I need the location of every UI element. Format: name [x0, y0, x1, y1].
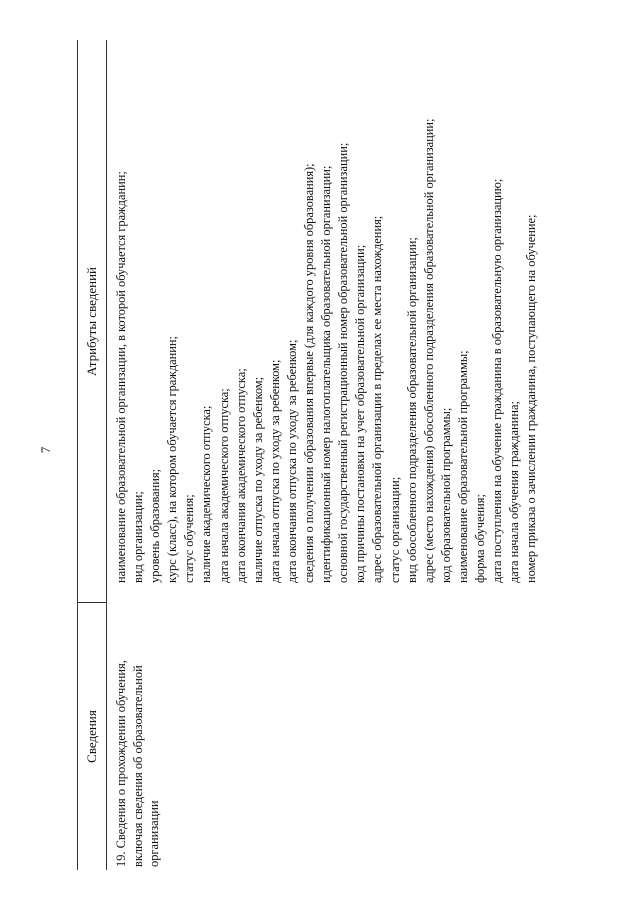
attribute-item: код причины постановки на учет образовательной организации; [353, 244, 368, 583]
attribute-item: сведения о получении образования впервые (для каждого уровня образования); [302, 163, 317, 583]
attribute-item: статус обучения; [182, 494, 197, 583]
header-bottom-border [106, 40, 107, 870]
attribute-item: дата окончания отпуска по уходу за ребенком; [284, 339, 299, 583]
attribute-item: статус организации; [387, 476, 402, 583]
attribute-item: уровень образования; [148, 468, 163, 583]
table-top-border [77, 40, 78, 870]
attribute-item: адрес (место нахождения) обособленного подразделения образовательной организации; [421, 118, 436, 583]
attribute-item: вид обособленного подразделения образовательной организации; [404, 237, 419, 583]
attribute-item: дата начала отпуска по уходу за ребенком; [267, 359, 282, 583]
attribute-item: адрес образовательной организации в пределах ее места нахождения; [370, 215, 385, 583]
attribute-item: номер приказа о зачислении гражданина, поступающего на обучение; [524, 214, 539, 583]
attribute-item: наименование образовательной организации, в которой обучается гражданин; [114, 171, 128, 583]
attribute-item: дата начала академического отпуска; [216, 388, 231, 583]
attribute-list [113, 23, 540, 583]
attribute-item: наличие отпуска по уходу за ребенком; [250, 376, 265, 583]
attribute-item: дата поступления на обучение гражданина в образовательную организацию; [490, 178, 505, 583]
attribute-item: дата начала обучения гражданина; [507, 401, 522, 583]
column-header-atributy: Атрибуты сведений [84, 267, 99, 377]
attribute-item: форма обучения; [472, 494, 487, 583]
attribute-item: наличие академического отпуска; [199, 405, 214, 583]
attribute-item: курс (класс), на котором обучается гражданин; [165, 336, 180, 583]
row-label: 19. Сведения о прохождении обучения, включая сведения об образовательной организации [114, 660, 161, 867]
attribute-item: идентификационный номер налогоплательщика образовательной организации; [319, 165, 334, 583]
attribute-item: дата окончания академического отпуска; [233, 368, 248, 583]
attribute-item: основной государственный регистрационный номер образовательной организации; [336, 142, 351, 583]
attribute-item: вид организации; [131, 491, 146, 583]
page-number: 7 [38, 446, 53, 454]
column-header-svedeniya: Сведения [84, 710, 99, 763]
attribute-item: код образовательной программы; [438, 407, 453, 583]
attribute-item: наименование образовательной программы; [455, 350, 470, 583]
